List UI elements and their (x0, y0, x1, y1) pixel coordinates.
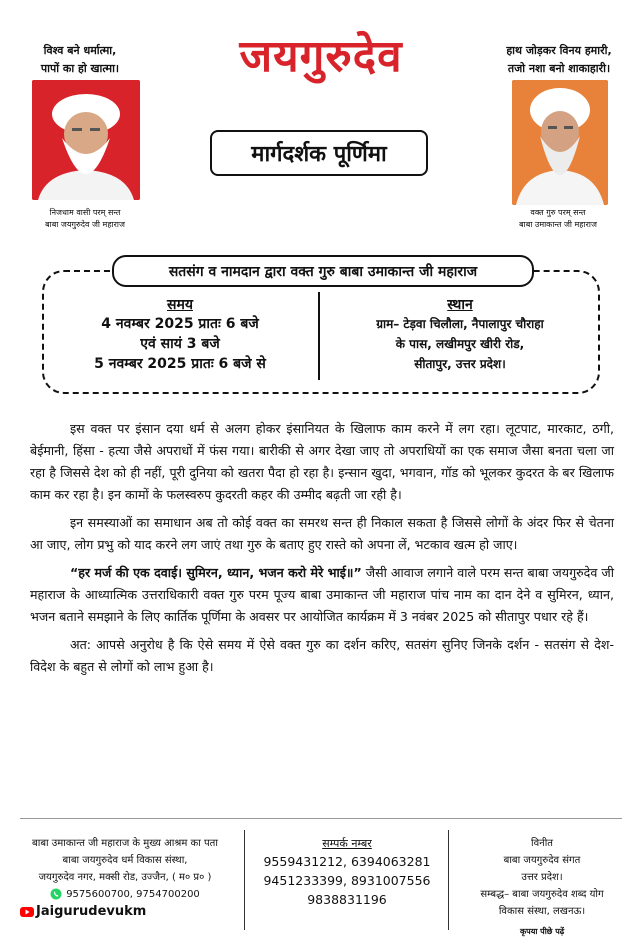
slogan-right (490, 42, 628, 78)
slogan-right-line-1: हाथ जोड़कर विनय हमारी, (506, 44, 612, 57)
portrait-right-caption (488, 207, 628, 231)
organiser-line: सम्बद्ध– बाबा जयगुरुदेव शब्द योग (480, 889, 604, 900)
slogan-left-line-1: विश्व बने धर्मात्मा, (43, 44, 117, 57)
portrait-left-caption (10, 207, 160, 231)
place-line: सीतापुर, उत्तर प्रदेश। (414, 357, 506, 371)
youtube-handle: Jaigurudevukm (36, 904, 147, 919)
paragraph: अत: आपसे अनुरोध है कि ऐसे समय में ऐसे वक्त गुरु का दर्शन करिए, सतसंग सुनिए जिनके दर्शन - सतसंग से देश-विदेश के बहुत से लोगों को लाभ हुआ है। (30, 637, 614, 674)
time-line: एवं सायं 3 बजे (140, 336, 220, 352)
quote: “हर मर्ज की एक दवाई। सुमिरन, ध्यान, भजन करो मेरे भाई॥” (70, 565, 362, 580)
youtube-icon (20, 906, 32, 918)
ashram-phone (20, 886, 230, 903)
time-line: 5 नवम्बर 2025 प्रातः 6 बजे से (94, 356, 266, 372)
slogan-left (20, 42, 140, 78)
time-heading: समय (167, 297, 193, 313)
paragraph (30, 562, 614, 628)
contact-number[interactable]: 9451233399, 8931007556 (263, 873, 431, 888)
event-title (112, 255, 534, 287)
caption-left-line-2: बाबा जयगुरुदेव जी महाराज (45, 220, 125, 229)
youtube-link[interactable] (20, 903, 230, 920)
event-time (60, 295, 300, 374)
address-line: बाबा जयगुरुदेव धर्म विकास संस्था, (62, 855, 188, 866)
caption-right-line-1: वक्त गुरु परम् सन्त (530, 208, 586, 217)
event-divider (318, 292, 320, 380)
slogan-left-line-2: पापों का हो खात्मा। (40, 62, 120, 75)
place-line: ग्राम– टेड़वा चिलौला, नैपालापुर चौराहा (376, 317, 544, 331)
paragraph: इन समस्याओं का समाधान अब तो कोई वक्त का समरथ सन्त ही निकाल सकता है जिससे लोगों के अंदर फिर से चेतना आ जाए, लोग प्रभु को याद करने लग जाएं तथा गुरु के बताए हुए रास्ते को अपना लें, भटकाव खत्म हो जाए। (30, 515, 614, 552)
ashram-phone-numbers: 9575600700, 9754700200 (66, 889, 200, 900)
page-title: जयगुरुदेव (239, 31, 403, 82)
organiser-line: विकास संस्था, लखनऊ। (498, 906, 586, 917)
paragraph-text: जैसी आवाज लगाने वाले परम सन्त बाबा जयगुरुदेव जी महाराज के आध्यात्मिक उत्तराधिकारी वक्त गुरु परम पूज्य बाबा उमाकान्त जी महाराज पांच नाम का दान देने व सुमिरन, ध्यान, भजन बताने समझाने के लिए कार्तिक पूर्णिमा के अवसर पर आयोजित कार्यक्रम में 3 नवंबर 2025 को सीतापुर पधार रहे हैं। (30, 565, 614, 624)
event-title-text: सतसंग व नामदान द्वारा वक्त गुरु बाबा उमाकान्त जी महाराज (168, 263, 478, 280)
caption-left-line-1: निजधाम वासी परम् सन्त (49, 208, 121, 217)
contact-number[interactable]: 9838831196 (307, 892, 387, 907)
slogan-right-line-2: तजो नशा बनो शाकाहारी। (507, 62, 611, 75)
footer-contact (252, 835, 442, 909)
time-line: 4 नवम्बर 2025 प्रातः 6 बजे (101, 316, 259, 332)
organiser-line: बाबा जयगुरुदेव संगत (503, 855, 581, 866)
event-place (330, 295, 590, 374)
subtitle-box (210, 130, 428, 176)
organiser-line: विनीत (531, 838, 553, 849)
portrait-right (512, 80, 608, 205)
contact-heading: सम्पर्क नम्बर (322, 837, 372, 850)
footer-divider (448, 830, 449, 930)
body-text (30, 418, 614, 684)
bottom-note: कृपया पीछे पढ़ें (520, 927, 565, 936)
paragraph: इस वक्त पर इंसान दया धर्म से अलग होकर इंसानियत के खिलाफ काम करने में लग रहा। लूटपाट, मारकाट, ठगी, बेईमानी, हिंसा - हत्या जैसे अपराधों में फंस गया। बारीकी से अगर देखा जाए तो अपराधियों का एक समाज जैसा बनता चला जा रहा है जिससे देश को ही नहीं, पूरी दुनिया को खतरा पैदा हो रहा है। इन्सान खुदा, भगवान, गॉड को भूलकर कुदरत के बर खिलाफ काम कर रहा है। इन कामों के फलस्वरुप कुदरती कहर की उम्मीद बढ़ती जा रही है। (30, 421, 614, 502)
footer-organisers (452, 835, 632, 920)
portrait-left (32, 80, 140, 200)
whatsapp-icon (50, 888, 62, 900)
caption-right-line-2: बाबा उमाकान्त जी महाराज (519, 220, 597, 229)
contact-number[interactable]: 9559431212, 6394063281 (263, 854, 431, 869)
organiser-line: उत्तर प्रदेश। (521, 872, 563, 883)
subtitle: मार्गदर्शक पूर्णिमा (251, 142, 387, 167)
place-line: के पास, लखीमपुर खीरी रोड, (395, 337, 525, 351)
place-heading: स्थान (447, 297, 473, 313)
address-line: बाबा उमाकान्त जी महाराज के मुख्य आश्रम का पता (32, 838, 218, 849)
footer-divider (244, 830, 245, 930)
footer-ashram-address (20, 835, 230, 920)
address-line: जयगुरुदेव नगर, मक्सी रोड, उज्जैन, ( म० प्र० ) (38, 872, 212, 883)
footer-rule (20, 818, 622, 819)
